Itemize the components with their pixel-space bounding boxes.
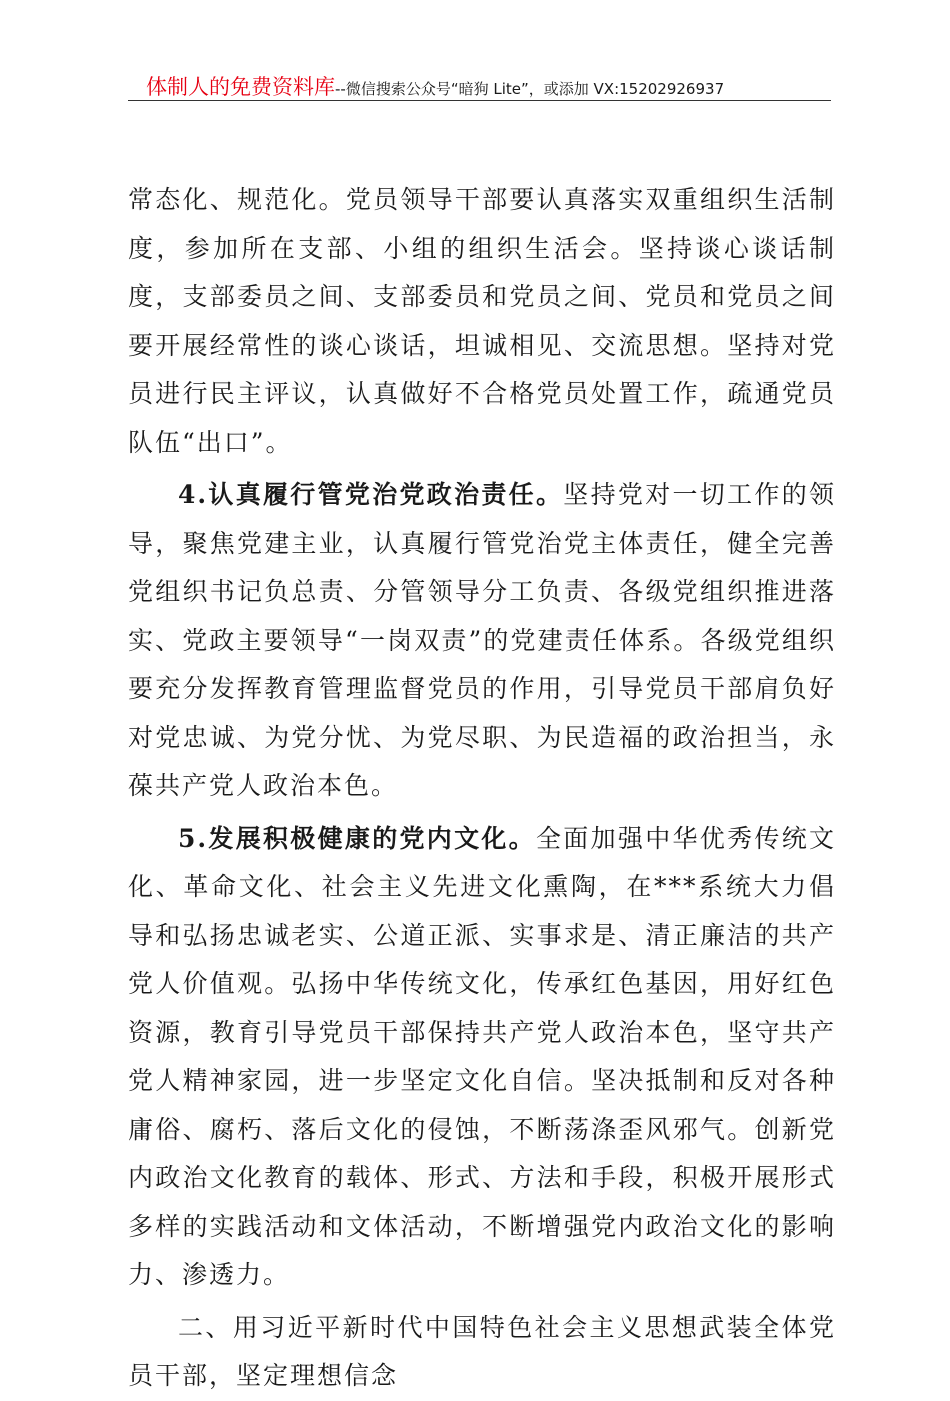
header-divider	[128, 100, 831, 101]
item-5-body: 全面加强中华优秀传统文化、革命文化、社会主义先进文化熏陶，在***系统大力倡导和弘扬忠诚老实、公道正派、实事求是、清正廉洁的共产党人价值观。弘扬中华传统文化，传承红色基因，用好红色资源，教育引导党员干部保持共产党人政治本色，坚守共产党人精神家园，进一步坚定文化自信。坚决抵制和反对各种庸俗、腐朽、落后文化的侵蚀，不断荡涤歪风邪气。创新党内政治文化教育的载体、形式、方法和手段，积极开展形式多样的实践活动和文体活动，不断增强党内政治文化的影响力、渗透力。	[128, 823, 836, 1289]
paragraph-item-5	[128, 815, 836, 1300]
header-note: --微信搜索公众号“暗狗 Lite”，或添加 VX:15202926937	[335, 80, 725, 98]
section-2-heading: 二、用习近平新时代中国特色社会主义思想武装全体党员干部，坚定理想信念	[128, 1312, 836, 1390]
document-body	[128, 176, 836, 1401]
paragraph-continuation: 常态化、规范化。党员领导干部要认真落实双重组织生活制度，参加所在支部、小组的组织生活会。坚持谈心谈话制度，支部委员之间、支部委员和党员之间、党员和党员之间要开展经常性的谈心谈话，坦诚相见、交流思想。坚持对党员进行民主评议，认真做好不合格党员处置工作，疏通党员队伍“出口”。	[128, 185, 836, 457]
header-brand: 体制人的免费资料库	[146, 75, 335, 99]
paragraph-item-4	[128, 471, 836, 811]
item-4-lead: 4.认真履行管党治党政治责任。	[178, 480, 564, 509]
page-header	[128, 74, 831, 100]
item-5-lead: 5.发展积极健康的党内文化。	[178, 823, 536, 853]
item-4-body: 坚持党对一切工作的领导，聚焦党建主业，认真履行管党治党主体责任，健全完善党组织书记负总责、分管领导分工负责、各级党组织推进落实、党政主要领导“一岗双责”的党建责任体系。各级党组织要充分发挥教育管理监督党员的作用，引导党员干部肩负好对党忠诚、为党分忧、为党尽职、为民造福的政治担当，永葆共产党人政治本色。	[128, 480, 836, 800]
